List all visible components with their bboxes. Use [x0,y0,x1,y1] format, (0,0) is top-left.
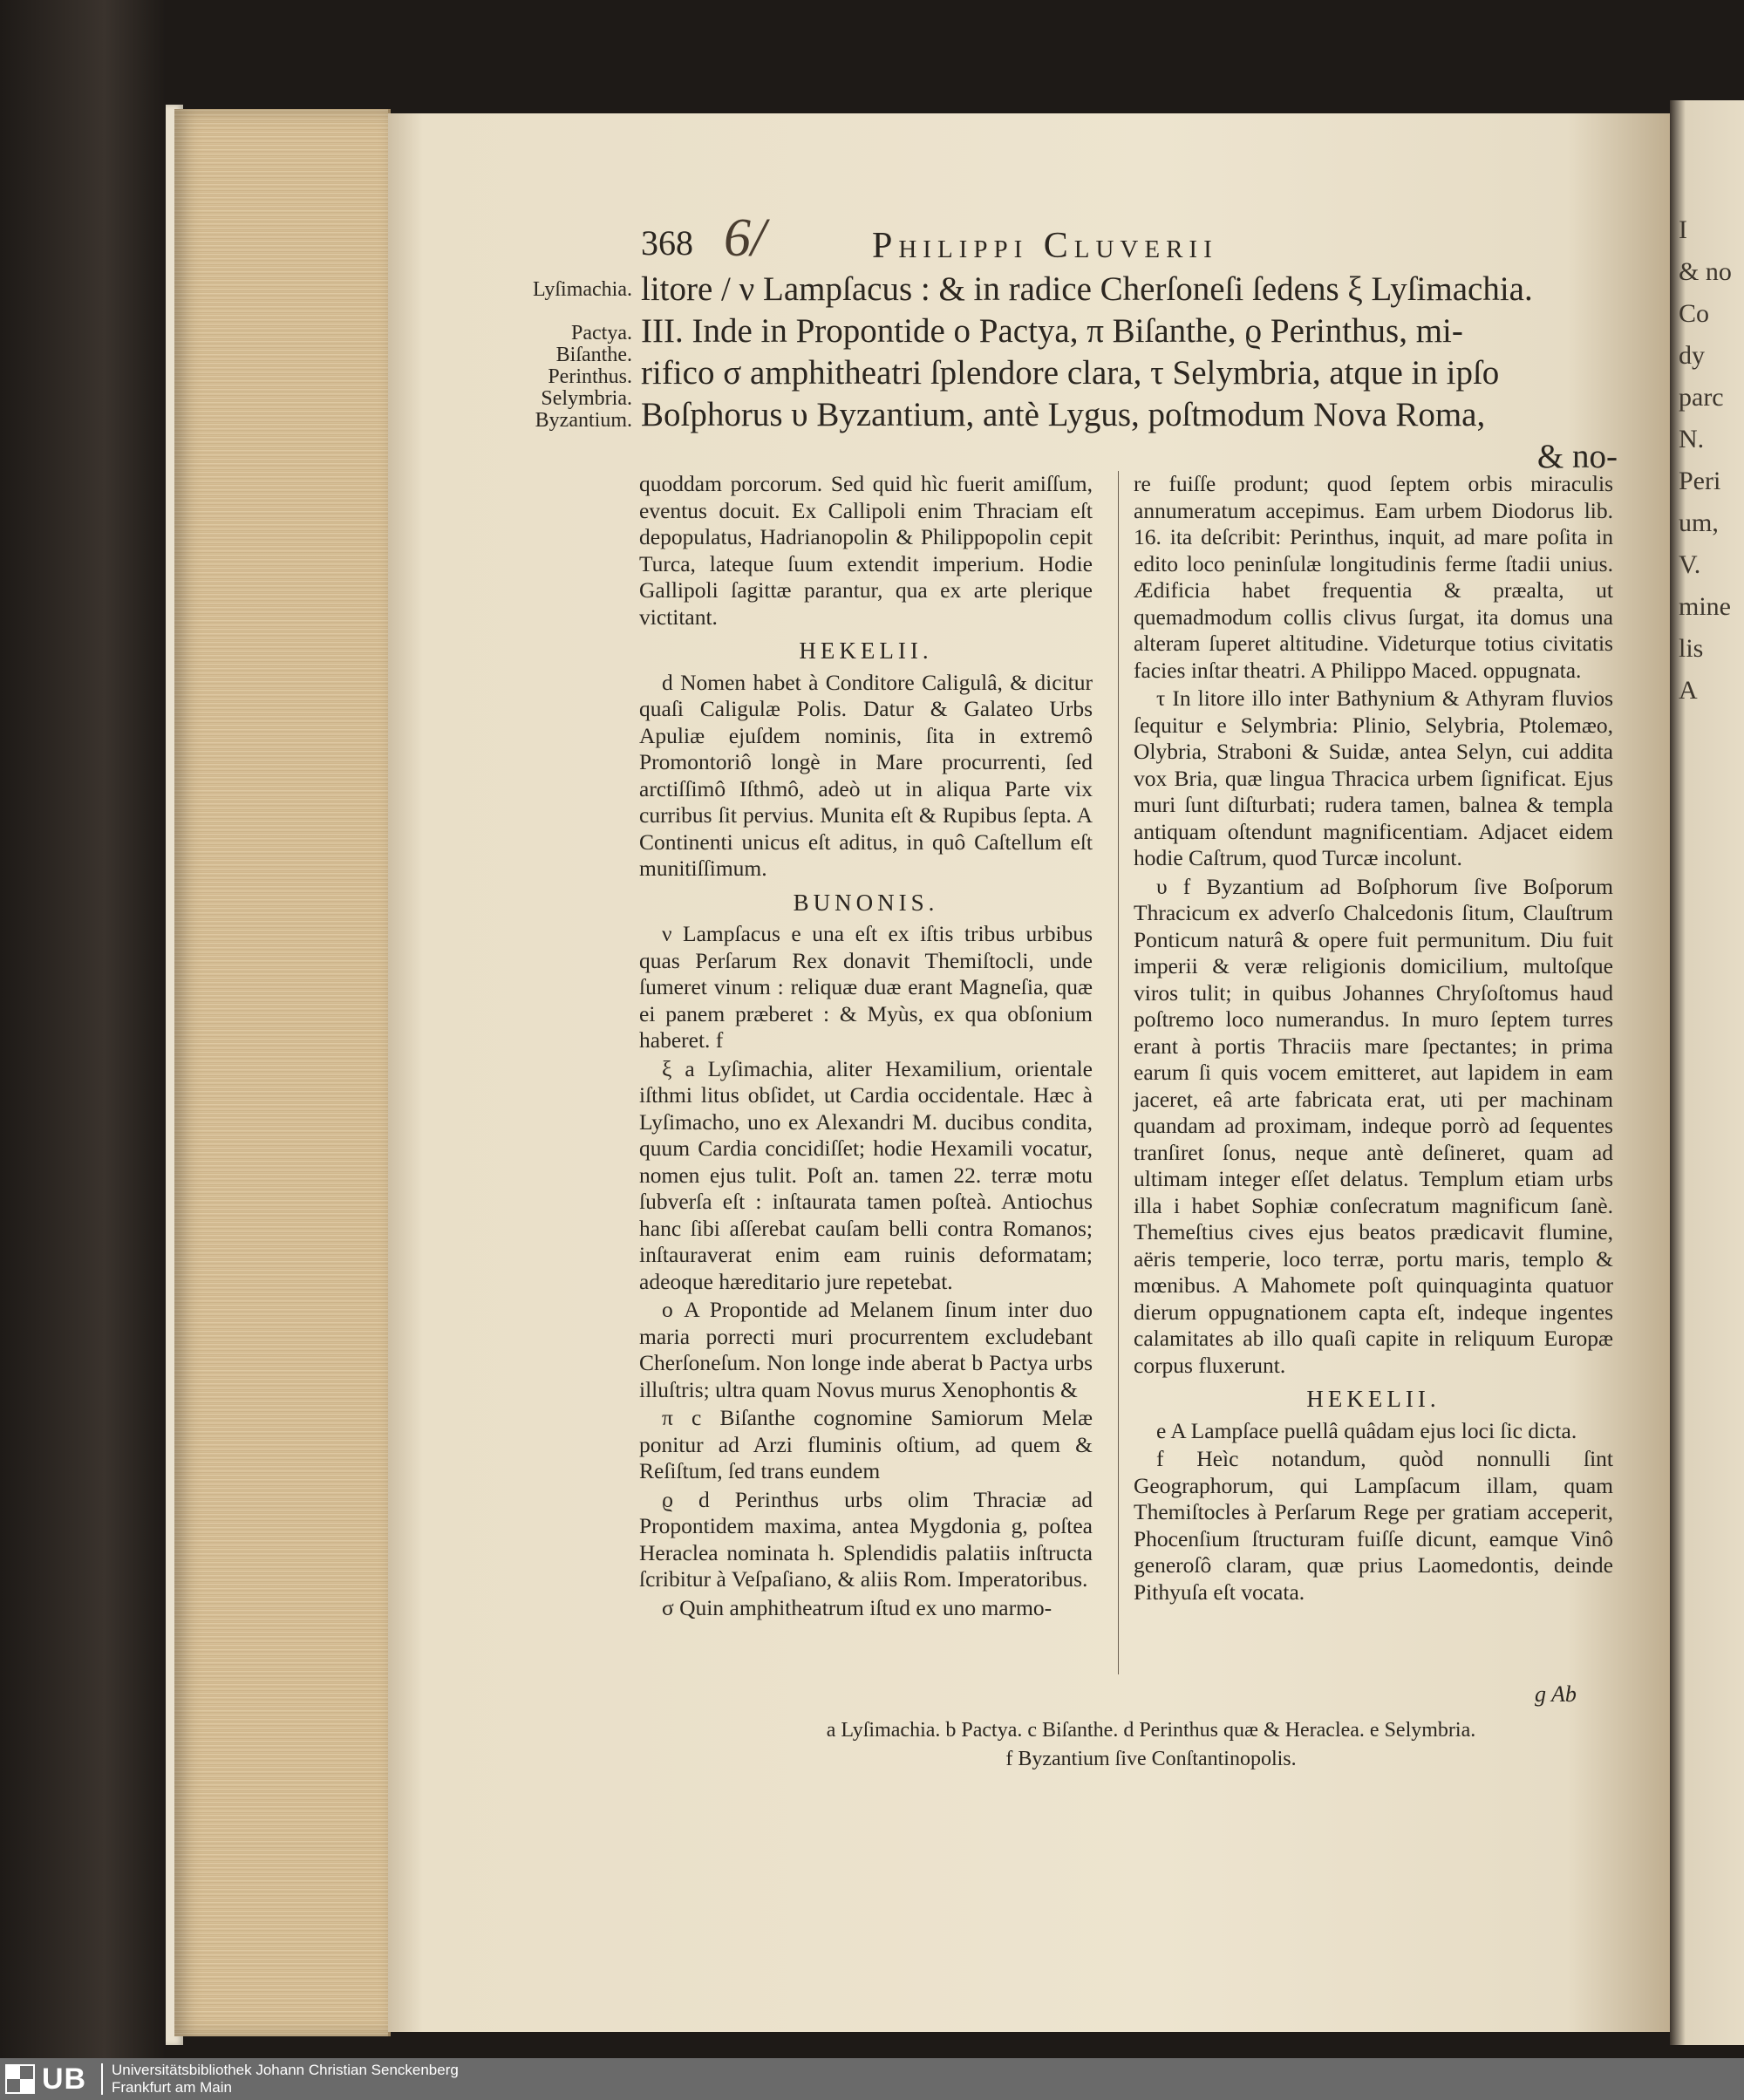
footer-bar [0,2058,1744,2100]
main-text-line: Boſphorus υ Byzantium, antè Lygus, poſtmodum Nova Roma, [641,396,1486,433]
section-heading: HEKELII. [1306,1386,1441,1412]
main-text-line: litore / ν Lampſacus : & in radice Cherſoneſi ſedens ξ Lyſimachia. [641,270,1533,308]
column-divider [1118,471,1119,1674]
paragraph: quoddam porcorum. Sed quid hìc fuerit amiſſum, eventus docuit. Ex Callipoli enim Thraciam eſt depopulatus, Hadrianopolin & Philippopolin cepit Turca, lateque ſuum extendit imperium. Hodie Gallipoli ſagittæ parantur, qua ex arte plerique victitant. [639,471,1093,630]
margin-note: Pactya. [571,322,632,344]
footnote-line: a Lyſimachia. b Pactya. c Biſanthe. d Perinthus quæ & Heraclea. e Selymbria. [826,1719,1476,1742]
paragraph: d Nomen habet à Conditore Caligulâ, & dicitur quaſi Caligulæ Polis. Datur & Galateo Urbs Apuliæ ejuſdem nominis, ſita in extremô Promontoriô longè in Mare procurrenti, ſed arctiſſimô Iſthmô, adeò ut in aliqua Parte vix curribus ſit pervius. Munita eſt & Rupibus ſepta. A Continenti unicus eſt aditus, in quô Caſtellum eſt munitiſſimum. [639,669,1093,881]
running-title: Philippi Cluverii [872,226,1218,266]
main-text-line: III. Inde in Propontide ο Pactya, π Biſanthe, ϱ Perinthus, mi- [641,312,1463,350]
facing-page-fragment: V. [1679,550,1701,579]
paragraph: re fuiſſe produnt; quod ſeptem orbis miraculis annumeratum accepimus. Eam urbem Diodorus lib. 16. ita deſcribit: Perinthus, inquit, ad mare poſita in edito loco peninſulæ longitudinis ferme ſtadii unius. Ædificia habet frequentia & præalta, ut quemadmodum collis clivus ſurgat, ita domus una alteram ſuperet altitudine. Videturque totius civitatis facies inſtar theatri. A Philippo Maced. oppugnata. [1134,471,1613,683]
library-name-line2: Frankfurt am Main [112,2079,232,2096]
margin-notes [510,279,632,432]
facing-page-fragment: dy [1679,341,1705,370]
left-column [639,471,1093,1623]
paragraph: ϱ d Perinthus urbs olim Thraciæ ad Propontidem maxima, antea Mygdonia g, poſtea Heraclea nominata h. Splendidis palatiis inſtructa ſcribitur à Veſpaſiano, & aliis Rom. Imperatoribus. [639,1486,1093,1592]
margin-note: Perinthus. [548,365,632,388]
paragraph: ξ a Lyſimachia, aliter Hexamilium, orientale iſthmi litus obſidet, ut Cardia occidentale. Hæc à Lyſimacho, uno ex Alexandri M. ducibus condita, quum Cardia concidiſſet; hodie Hexamili vocatur, nomen ejus tulit. Poſt an. tamen 22. terræ motu ſubverſa eſt : inſtaurata tamen poſteà. Antiochus hanc ſibi aſſerebat cauſam belli contra Romanos; inſtauraverat enim eam ruinis deformatam; adeoque hæreditario jure repetebat. [639,1055,1093,1294]
margin-note [510,301,632,323]
facing-page-text [1679,209,1744,712]
paragraph: τ In litore illo inter Bathynium & Athyram fluvios ſequitur e Selymbria: Plinio, Selybria, Ptolemæo, Olybria, Straboni & Suidæ, antea Selyn, cui addita vox Bria, quæ lingua Thracica urbem ſignificat. Ejus muri ſunt diſturbati; rudera tamen, balnea & templa antiquam oſtendunt magnificentiam. Adjacet eidem hodie Caſtrum, quod Turcæ incolunt. [1134,685,1613,870]
library-name-line1: Universitätsbibliothek Johann Christian Senckenberg [112,2062,459,2078]
facing-page-fragment: I [1679,215,1687,244]
main-text [641,269,1618,478]
margin-note: Byzantium. [535,409,632,432]
facing-page-fragment: um, [1679,508,1719,537]
main-text-line: & no- [1536,438,1618,475]
catchword: g Ab [1535,1681,1577,1707]
margin-note: Biſanthe. [555,344,632,366]
page-block-edge [174,109,391,2036]
ub-logo[interactable] [5,2062,86,2096]
paragraph: ο A Propontide ad Melanem ſinum inter duo maria porrecti muri procurrentem excludebant Cherſoneſum. Non longe inde aberat b Pactya urbs illuſtris; ultra quam Novus murus Xenophontis & [639,1297,1093,1402]
section-heading: HEKELII. [799,638,933,664]
section-heading: BUNONIS. [793,889,939,916]
paragraph: f Heìc notandum, quòd nonnulli ſint Geographorum, qui Lampſacum illam, quam Themiſtocles à Perſarum Rege per gratiam acceperit, Phocenſium ſtructuram fuiſſe dicunt, eamque Vinô generoſô claram, quæ prius Laomedontis, deinde Pithyuſa eſt vocata. [1134,1446,1613,1605]
footnotes [706,1716,1596,1774]
margin-note: Lyſimachia. [533,278,632,301]
facing-page-fragment: lis [1679,634,1704,663]
paragraph: π c Biſanthe cognomine Samiorum Melæ ponitur ad Arzi fluminis oſtium, ad quem & Reſiſtum, ſed trans eundem [639,1405,1093,1483]
footer-separator [101,2063,103,2095]
logo-text: UB [42,2062,87,2096]
footnote-line: f Byzantium ſive Conſtantinopolis. [1005,1748,1297,1770]
paragraph: υ f Byzantium ad Boſphorum ſive Boſporum Thracicum ex adverſo Chalcedonis ſitum, Clauſtrum Ponticum naturâ & opere fuit permunitum. Diu fuit imperii & veræ religionis domicilium, multoſque viros tulit; in quibus Johannes Chryſoſtomus haud poſtremo loco numerandus. In muro ſeptem turres erant à portis Thraciis mare ſpectantes; in prima earum ſi quis vocem emitteret, aut lapidem in eam jaceret, eâ arte fabricata erat, uti per machinam quandam ad proximam, indeque porrò ad ſequentes tranſiret ſonus, neque antè deſineret, quam ad ultimam integer eſſet delatus. Templum etiam urbs illa i habet Sophiæ conſecratum magnificum ſanè. Themeſtius cives ejus beatos prædicavit flumine, aëris temperie, loco terræ, portu maris, templo & mœnibus. A Mahomete poſt quinquaginta quatuor dierum oppugnationem capta eſt, indeque ingentes calamitates ab illo quaſi capite in reliquum Europæ corpus fluxerunt. [1134,873,1613,1378]
margin-note: Selymbria. [541,387,632,410]
facing-page-fragment: parc [1679,383,1724,412]
paragraph: e A Lampſace puellâ quâdam ejus loci ſic dicta. [1156,1417,1577,1443]
paragraph: ν Lampſacus e una eſt ex iſtis tribus urbibus quas Perſarum Rex donavit Themiſtocli, unde ſumeret vinum : reliquæ duæ erant Magneſia, quæ ei panem præberet : & Myùs, ex qua obſonium haberet. f [639,921,1093,1053]
page-number: 368 [641,223,693,262]
paragraph: σ Quin amphitheatrum iſtud ex uno marmo- [662,1594,1053,1620]
facing-page-fragment: Peri [1679,467,1721,495]
right-column [1134,471,1613,1607]
facing-page-fragment: A [1679,676,1698,705]
facing-page-fragment: Co [1679,299,1710,328]
facing-page-fragment: mine [1679,592,1731,621]
library-name [112,2062,459,2097]
main-text-line: rifico σ amphitheatri ſplendore clara, τ Selymbria, atque in ipſo [641,354,1500,392]
facing-page-fragment: & no [1679,257,1732,286]
facing-page-fragment: N. [1679,425,1705,453]
handwritten-mark: 6/ [724,208,766,268]
logo-mark-icon [5,2064,35,2094]
